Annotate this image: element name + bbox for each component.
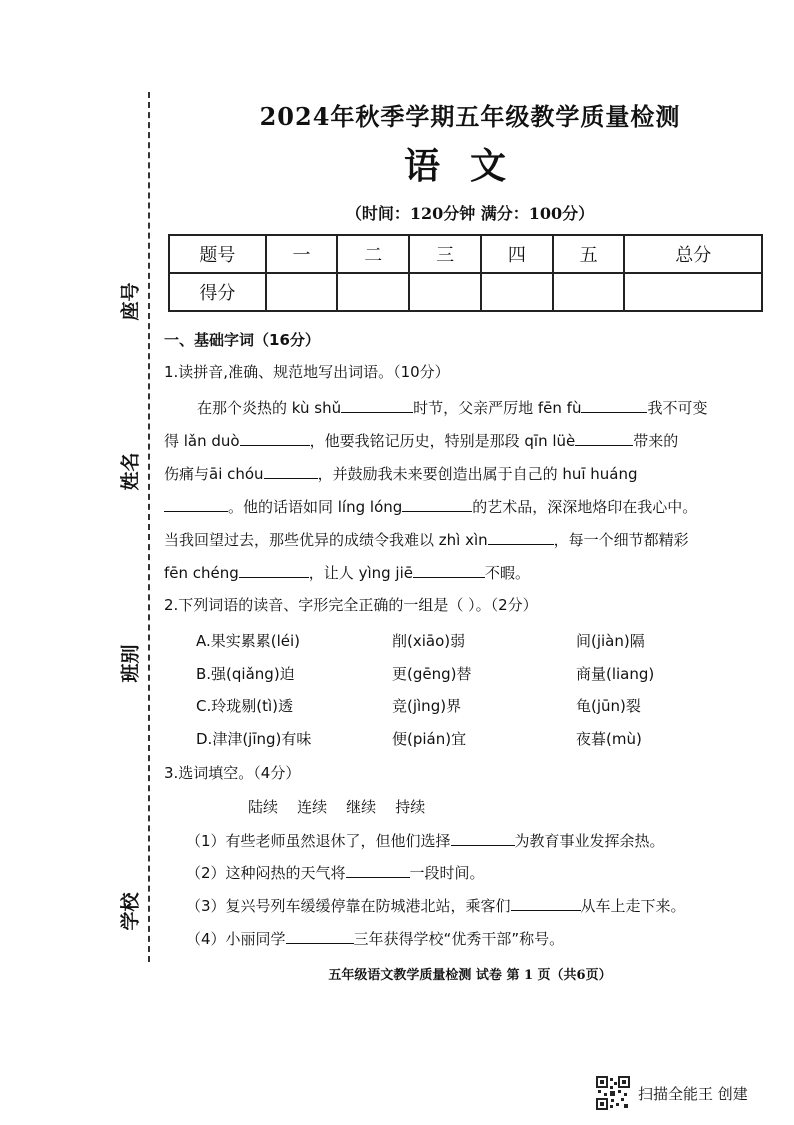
answer-blank[interactable] [346, 862, 410, 878]
question-1-title: 1.读拼音,准确、规范地写出词语。（10分） [164, 363, 450, 381]
fill-item-text: （2）这种闷热的天气将 [186, 864, 346, 882]
score-header-cell: 题号 [169, 235, 266, 273]
answer-blank[interactable] [581, 397, 647, 413]
fill-item-text: 从车上走下来。 [580, 897, 686, 915]
question-2-title: 2.下列词语的读音、字形完全正确的一组是（ ）。（2分） [164, 596, 538, 614]
score-table [168, 234, 763, 312]
option-c-word-3: 龟(jūn)裂 [576, 697, 641, 715]
scanner-watermark [596, 1076, 748, 1110]
score-header-cell: 总分 [624, 235, 762, 273]
option-a-word-1: A.果实累累(léi) [196, 632, 301, 650]
answer-blank[interactable] [240, 430, 310, 446]
answer-blank[interactable] [413, 562, 485, 578]
watermark-label: 扫描全能王 创建 [638, 1084, 748, 1103]
option-a-word-3: 间(jiàn)隔 [576, 632, 645, 650]
passage-text: 得 lǎn duò [164, 432, 240, 450]
question-1-passage [164, 392, 769, 590]
answer-blank[interactable] [575, 430, 633, 446]
answer-blank[interactable] [451, 830, 515, 846]
passage-text: 不暇。 [484, 564, 530, 582]
score-input-cell[interactable] [409, 273, 481, 311]
question-3-title: 3.选词填空。（4分） [164, 764, 301, 782]
fill-item-text: （4）小丽同学 [186, 930, 286, 948]
answer-blank[interactable] [164, 496, 228, 512]
score-input-cell[interactable] [266, 273, 338, 311]
score-table-score-row [169, 273, 762, 311]
subject-title: 语文 [403, 145, 536, 187]
option-b-word-1: B.强(qiǎng)迫 [196, 665, 295, 683]
score-input-cell[interactable] [624, 273, 762, 311]
score-input-cell[interactable] [337, 273, 409, 311]
fill-item-3 [186, 895, 686, 916]
answer-blank[interactable] [264, 463, 318, 479]
fill-item-4 [186, 928, 564, 949]
passage-text: ，每一个细节都精彩 [553, 531, 689, 549]
passage-text: 在那个炎热的 kù shǔ [197, 399, 342, 417]
score-row-label: 得分 [169, 273, 266, 311]
passage-text: 。他的话语如同 líng lóng [228, 498, 403, 516]
score-input-cell[interactable] [553, 273, 625, 311]
score-table-header-row [169, 235, 762, 273]
answer-blank[interactable] [341, 397, 413, 413]
fill-item-1 [186, 830, 665, 851]
passage-text: 当我回望过去，那些优异的成绩令我难以 zhì xìn [164, 531, 488, 549]
fill-item-text: 为教育事业发挥余热。 [514, 832, 665, 850]
score-input-cell[interactable] [481, 273, 553, 311]
word-bank: 陆续 连续 继续 持续 [248, 798, 426, 816]
option-b-word-2: 更(gēng)替 [392, 665, 472, 683]
score-header-cell: 一 [266, 235, 338, 273]
school-label: 学校 [119, 892, 142, 931]
option-c-word-2: 竞(jìng)界 [392, 697, 462, 715]
class-label: 班别 [119, 644, 142, 683]
fill-item-text: 三年获得学校“优秀干部”称号。 [353, 930, 565, 948]
fill-item-text: （1）有些老师虽然退休了，但他们选择 [186, 832, 451, 850]
passage-text: 时节，父亲严厉地 fēn fù [413, 399, 582, 417]
section-1-heading: 一、基础字词（16分） [164, 331, 320, 349]
option-c-word-1: C.玲珑剔(tì)透 [196, 697, 293, 715]
passage-text: 伤痛与āi chóu [164, 465, 264, 483]
passage-text: ，他要我铭记历史，特别是那段 qīn lüè [309, 432, 576, 450]
answer-blank[interactable] [402, 496, 472, 512]
qr-code-icon [596, 1076, 630, 1110]
binding-dashed-line [148, 92, 150, 962]
passage-text: 的艺术品，深深地烙印在我心中。 [472, 498, 698, 516]
passage-text: 带来的 [633, 432, 679, 450]
answer-blank[interactable] [286, 928, 354, 944]
page-footer: 五年级语文教学质量检测 试卷 第 1 页（共6页） [328, 968, 612, 983]
answer-blank[interactable] [488, 529, 554, 545]
score-header-cell: 二 [337, 235, 409, 273]
option-a-word-2: 削(xiāo)弱 [392, 632, 466, 650]
option-d-word-2: 便(pián)宜 [392, 730, 467, 748]
exam-title: 2024年秋季学期五年级教学质量检测 [259, 102, 681, 131]
name-label: 姓名 [119, 452, 142, 491]
option-b-word-3: 商量(liang) [576, 665, 655, 683]
answer-blank[interactable] [511, 895, 581, 911]
option-d-word-3: 夜暮(mù) [576, 730, 642, 748]
score-header-cell: 四 [481, 235, 553, 273]
fill-item-2 [186, 862, 485, 883]
score-header-cell: 五 [553, 235, 625, 273]
passage-text: ，并鼓励我未来要创造出属于自己的 huī huáng [317, 465, 638, 483]
passage-text: fēn chéng [164, 564, 239, 582]
option-d-word-1: D.津津(jīng)有味 [196, 730, 312, 748]
score-header-cell: 三 [409, 235, 481, 273]
seat-number-label: 座号 [119, 282, 142, 321]
passage-text: ，让人 yìng jiē [308, 564, 413, 582]
fill-item-text: 一段时间。 [409, 864, 485, 882]
fill-item-text: （3）复兴号列车缓缓停靠在防城港北站，乘客们 [186, 897, 511, 915]
passage-text: 我不可变 [647, 399, 708, 417]
exam-info: （时间：120分钟 满分：100分） [345, 204, 595, 223]
answer-blank[interactable] [239, 562, 309, 578]
